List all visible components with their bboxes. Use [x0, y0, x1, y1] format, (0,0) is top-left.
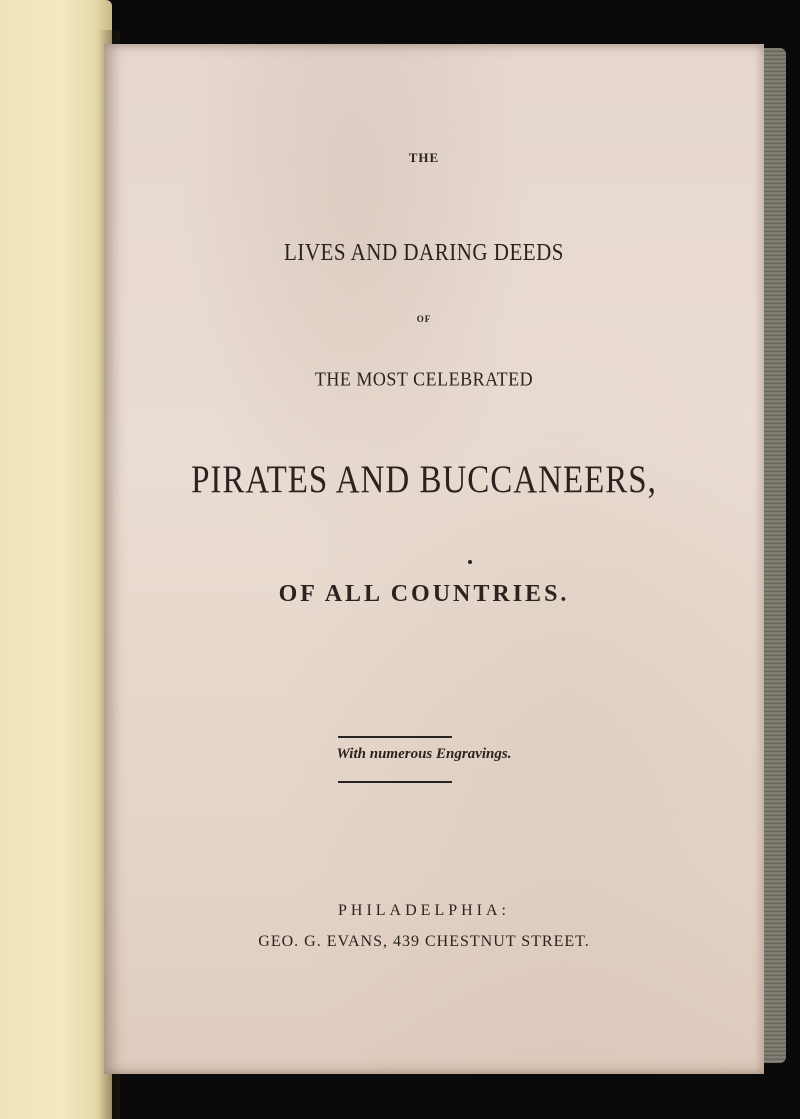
- left-endpaper: [0, 0, 112, 1119]
- title-lives-line: LIVES AND DARING DEEDS: [284, 238, 564, 266]
- title-of: OF: [416, 314, 432, 324]
- ink-speck: [468, 560, 472, 564]
- rule-bottom: [338, 781, 452, 783]
- title-countries: OF ALL COUNTRIES.: [278, 581, 570, 607]
- rule-top: [338, 736, 452, 738]
- imprint-publisher: GEO. G. EVANS, 439 CHESTNUT STREET.: [258, 933, 590, 950]
- title-most-celebrated: THE MOST CELEBRATED: [314, 367, 534, 390]
- title-the: THE: [408, 150, 440, 165]
- imprint-city: PHILADELPHIA:: [338, 902, 510, 919]
- title-page: [104, 44, 764, 1074]
- main-title: PIRATES AND BUCCANEERS,: [191, 458, 657, 502]
- engravings-note: With numerous Engravings.: [336, 746, 512, 762]
